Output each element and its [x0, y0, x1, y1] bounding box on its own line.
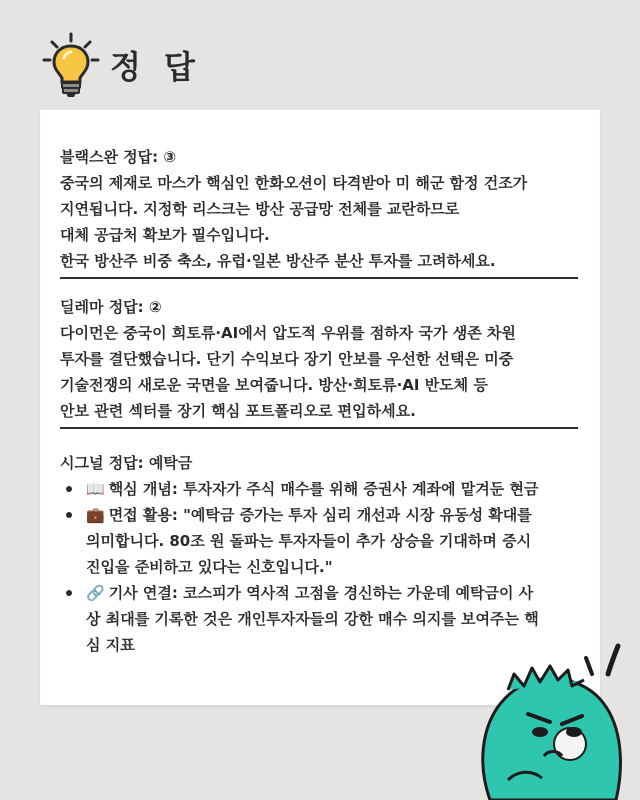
section-title: 딜레마 정답: ② — [60, 298, 162, 316]
page-title: 정 답 — [110, 48, 201, 86]
section-text-line: 대체 공급처 확보가 필수입니다. — [60, 226, 270, 244]
link-icon: 🔗 — [86, 584, 105, 602]
bullet-text-line: 심 지표 — [86, 636, 135, 654]
answer-card — [40, 110, 600, 705]
bullet-dot — [66, 512, 72, 518]
header — [40, 30, 201, 100]
bullet-text-line: 기사 연결: 코스피가 역사적 고점을 경신하는 가운데 예탁금이 사 — [108, 584, 534, 602]
section-text-line: 지연됩니다. 지정학 리스크는 방산 공급망 전체를 교란하므로 — [60, 200, 460, 218]
section-title: 시그널 정답: 예탁금 — [60, 454, 193, 472]
book-icon: 📖 — [86, 480, 105, 498]
section-text-line: 다이먼은 중국이 희토류·AI에서 압도적 우위를 점하자 국가 생존 차원 — [60, 324, 516, 342]
blackswan-section — [60, 144, 580, 279]
bullet-dot — [66, 590, 72, 596]
bullet-text-line: 핵심 개념: 투자자가 주식 매수를 위해 증권사 계좌에 맡겨둔 현금 — [108, 480, 539, 498]
divider — [60, 427, 578, 429]
bullet-text-line: 상 최대를 기록한 것은 개인투자자들의 강한 매수 의지를 보여주는 핵 — [86, 610, 539, 628]
section-text-line: 안보 관련 섹터를 장기 핵심 포트폴리오로 편입하세요. — [60, 402, 416, 420]
bullet-text-line: 진입을 준비하고 있다는 신호입니다." — [86, 558, 333, 576]
signal-section — [60, 450, 580, 658]
bullet-dot — [66, 486, 72, 492]
list-item — [60, 476, 580, 502]
list-item — [60, 502, 580, 580]
section-text-line: 투자를 결단했습니다. 단기 수익보다 장기 안보를 우선한 선택은 미중 — [60, 350, 514, 368]
briefcase-icon: 💼 — [86, 506, 105, 524]
section-text-line: 한국 방산주 비중 축소, 유럽·일본 방산주 분산 투자를 고려하세요. — [60, 252, 496, 270]
dilemma-section — [60, 294, 580, 429]
section-text-line: 기술전쟁의 새로운 국면을 보여줍니다. 방산·희토류·AI 반도체 등 — [60, 376, 488, 394]
section-title: 블랙스완 정답: ③ — [60, 148, 177, 166]
section-text-line: 중국의 제재로 마스가 핵심인 한화오션이 타격받아 미 해군 함정 건조가 — [60, 174, 528, 192]
bullet-text-line: 면접 활용: "예탁금 증가는 투자 심리 개선과 시장 유동성 확대를 — [108, 506, 532, 524]
lightbulb-icon — [40, 30, 102, 100]
dinosaur-mascot — [468, 630, 640, 800]
bullet-text-line: 의미합니다. 80조 원 돌파는 투자자들이 추가 상승을 기대하며 증시 — [86, 532, 532, 550]
divider — [60, 277, 578, 279]
